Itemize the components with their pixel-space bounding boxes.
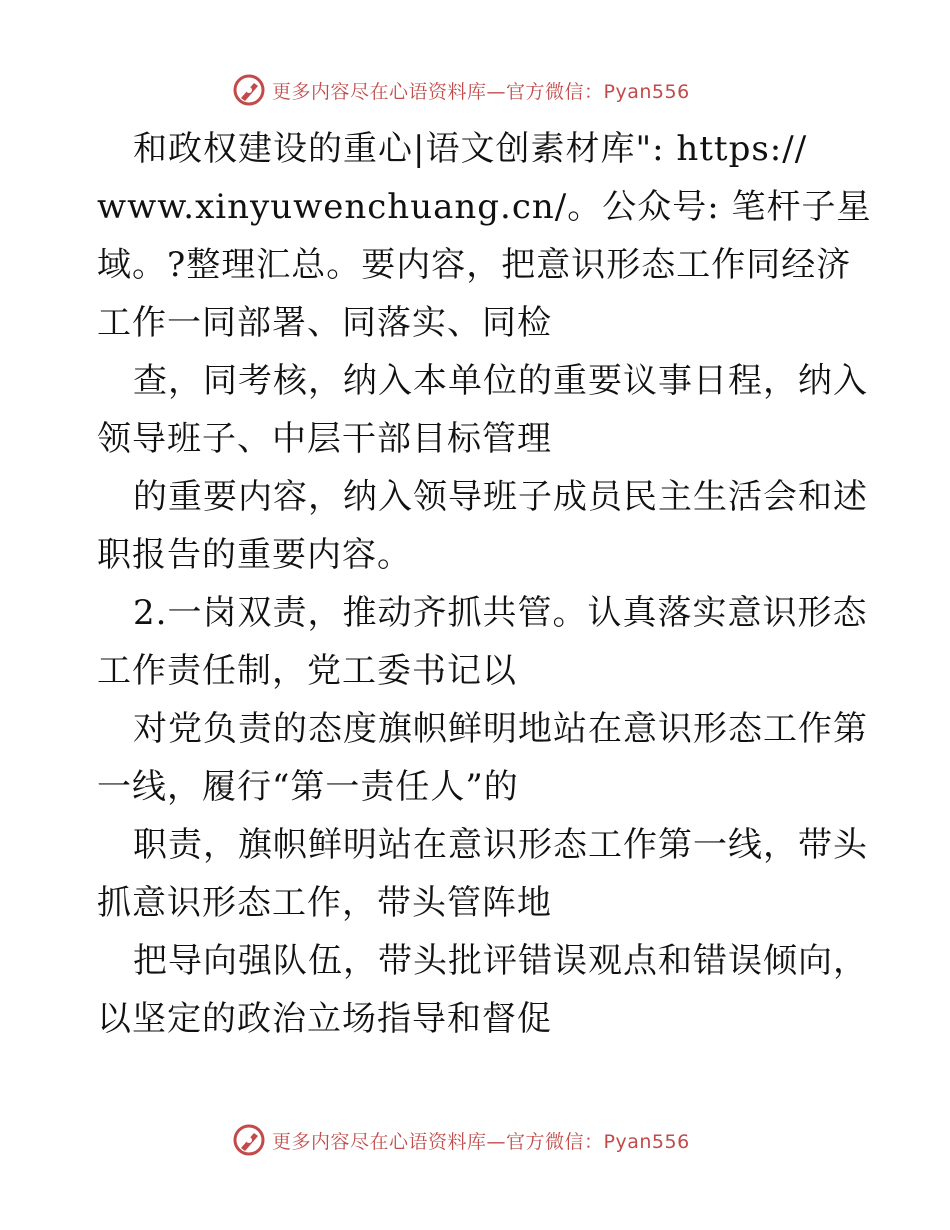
header-banner-sep: — [486,80,507,103]
footer-banner-main: 更多内容尽在心语资料库 [272,1130,487,1153]
body-line: 域。?整理汇总。要内容，把意识形态工作同经济 [97,245,852,285]
body-line: 2.一岗双责，推动齐抓共管。认真落实意识形态 [133,593,868,633]
header-banner [232,70,690,110]
footer-banner-sep: — [486,1130,507,1153]
body-line: 以坚定的政治立场指导和督促 [97,999,552,1039]
body-line: 工作责任制，党工委书记以 [97,651,517,691]
body-line: 把导向强队伍，带头批评错误观点和错误倾向， [133,941,868,981]
body-line: 领导班子、中层干部目标管理 [97,419,552,459]
footer-banner [232,1120,690,1160]
body-line: 工作一同部署、同落实、同检 [97,303,552,343]
body-line: www.xinyuwenchuang.cn/。公众号: 笔杆子星 [97,187,872,227]
body-line: 和政权建设的重心|语文创素材库": https:// [133,129,808,169]
body-line: 查，同考核，纳入本单位的重要议事日程，纳入 [133,361,868,401]
body-line: 职报告的重要内容。 [97,535,412,575]
body-line: 一线，履行“第一责任人”的 [97,767,519,807]
header-banner-main: 更多内容尽在心语资料库 [272,80,487,103]
header-banner-text [272,77,690,104]
footer-banner-wechat: 官方微信：Pyan556 [506,1130,690,1153]
footer-banner-text [272,1127,690,1154]
body-line: 职责，旗帜鲜明站在意识形态工作第一线，带头 [133,825,868,865]
header-banner-wechat: 官方微信：Pyan556 [506,80,690,103]
pen-circle-logo-icon [232,73,266,107]
body-line: 的重要内容，纳入领导班子成员民主生活会和述 [133,477,868,517]
body-line: 对党负责的态度旗帜鲜明地站在意识形态工作第 [133,709,868,749]
pen-circle-logo-icon [232,1123,266,1157]
body-line: 抓意识形态工作，带头管阵地 [97,883,552,923]
